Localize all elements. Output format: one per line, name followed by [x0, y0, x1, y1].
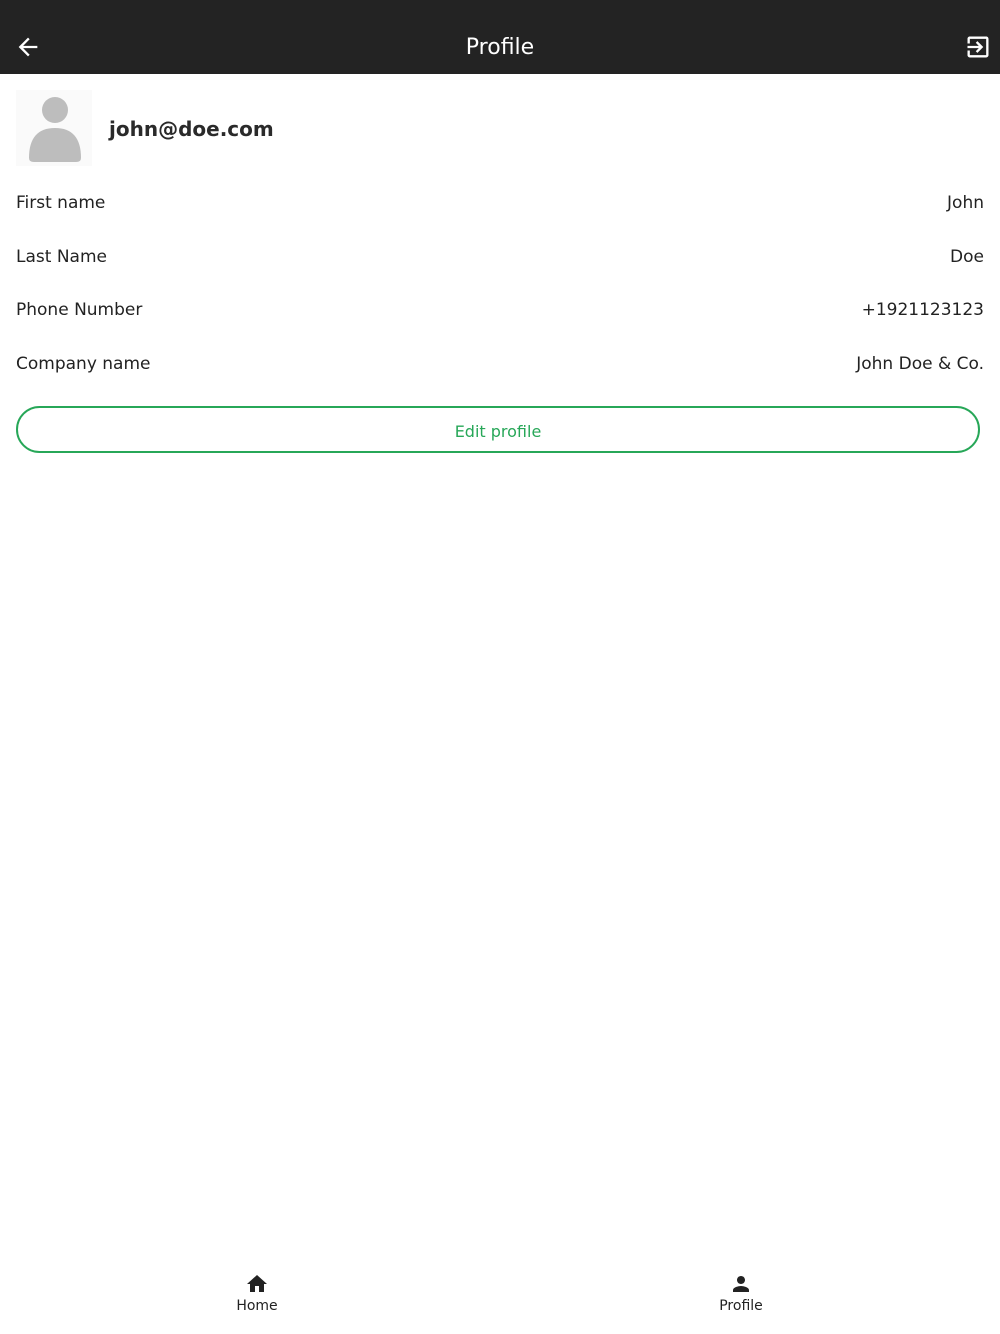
company-name-row: [16, 349, 984, 379]
nav-label-profile: Profile: [719, 1298, 763, 1314]
logout-icon[interactable]: [964, 33, 992, 61]
company-name-value: John Doe & Co.: [856, 354, 984, 374]
company-name-label: Company name: [16, 354, 151, 374]
phone-number-label: Phone Number: [16, 300, 143, 320]
nav-item-profile[interactable]: [681, 1272, 801, 1314]
page-title: Profile: [465, 35, 535, 60]
profile-email: john@doe.com: [109, 117, 274, 141]
last-name-value: Doe: [950, 247, 984, 267]
edit-profile-button[interactable]: Edit profile: [16, 406, 980, 453]
first-name-label: First name: [16, 193, 106, 213]
first-name-value: John: [947, 193, 984, 213]
nav-label-home: Home: [236, 1298, 278, 1314]
phone-number-value: +1921123123: [861, 300, 984, 320]
home-icon: [197, 1272, 317, 1296]
app-bar: [0, 0, 1000, 74]
user-avatar-icon: [16, 90, 92, 166]
person-icon: [681, 1272, 801, 1296]
nav-item-home[interactable]: [197, 1272, 317, 1314]
last-name-row: [16, 242, 984, 272]
phone-number-row: [16, 295, 984, 325]
first-name-row: [16, 188, 984, 218]
bottom-navigation: [0, 1264, 1000, 1334]
last-name-label: Last Name: [16, 247, 107, 267]
